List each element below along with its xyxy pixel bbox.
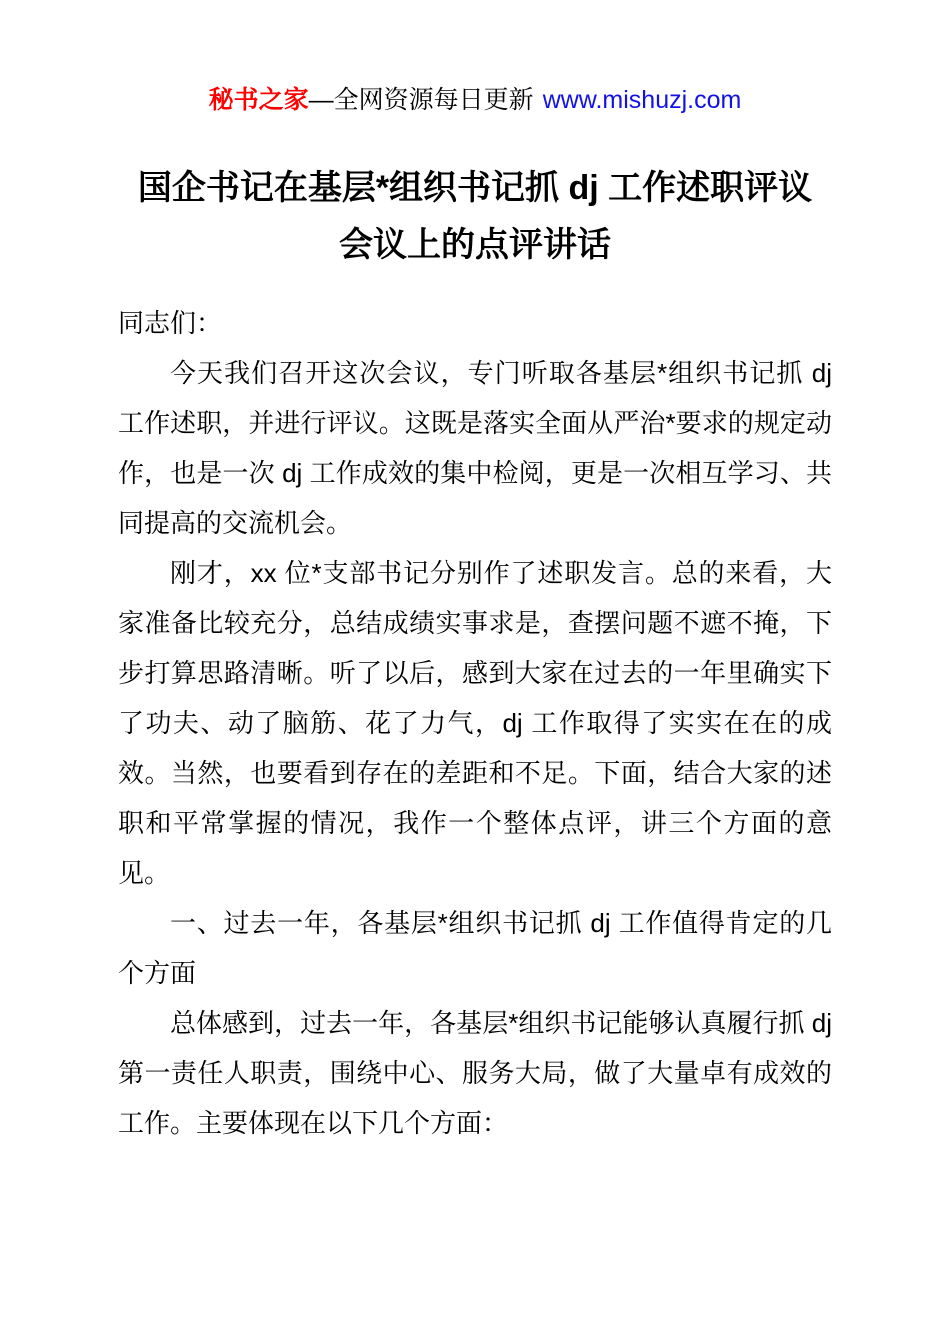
paragraph-overview: 刚才，xx 位*支部书记分别作了述职发言。总的来看，大家准备比较充分，总结成绩实事求是，查摆问题不遮不掩，下步打算思路清晰。听了以后，感到大家在过去的一年里确实下了功夫、动了脑筋、花了力气，dj 工作取得了实实在在的成效。当然，也要看到存在的差距和不足。下面，结合大家的述职和平常掌握的情况，我作一个整体点评，讲三个方面的意见。 (118, 558, 832, 888)
document-title-line-2: 会议上的点评讲话 (339, 226, 611, 264)
document-body (118, 298, 832, 1148)
site-brand: 秘书之家 (208, 86, 309, 114)
paragraph-section-heading-1: 一、过去一年，各基层*组织书记抓 dj 工作值得肯定的几个方面 (118, 908, 832, 988)
document-title-line-1: 国企书记在基层*组织书记抓 dj 工作述职评议 (137, 169, 813, 207)
site-header (0, 0, 950, 116)
paragraph-section-1-lead: 总体感到，过去一年，各基层*组织书记能够认真履行抓 dj 第一责任人职责，围绕中心、服务大局，做了大量卓有成效的工作。主要体现在以下几个方面： (118, 1008, 832, 1138)
paragraph-salutation: 同志们： (118, 308, 223, 338)
site-url-link[interactable]: www.mishuzj.com (542, 86, 742, 114)
site-tagline: —全网资源每日更新 (308, 86, 534, 114)
document-title (0, 160, 950, 274)
paragraph-intro: 今天我们召开这次会议，专门听取各基层*组织书记抓 dj 工作述职，并进行评议。这既是落实全面从严治*要求的规定动作，也是一次 dj 工作成效的集中检阅，更是一次相互学习、共同提高的交流机会。 (118, 358, 832, 538)
